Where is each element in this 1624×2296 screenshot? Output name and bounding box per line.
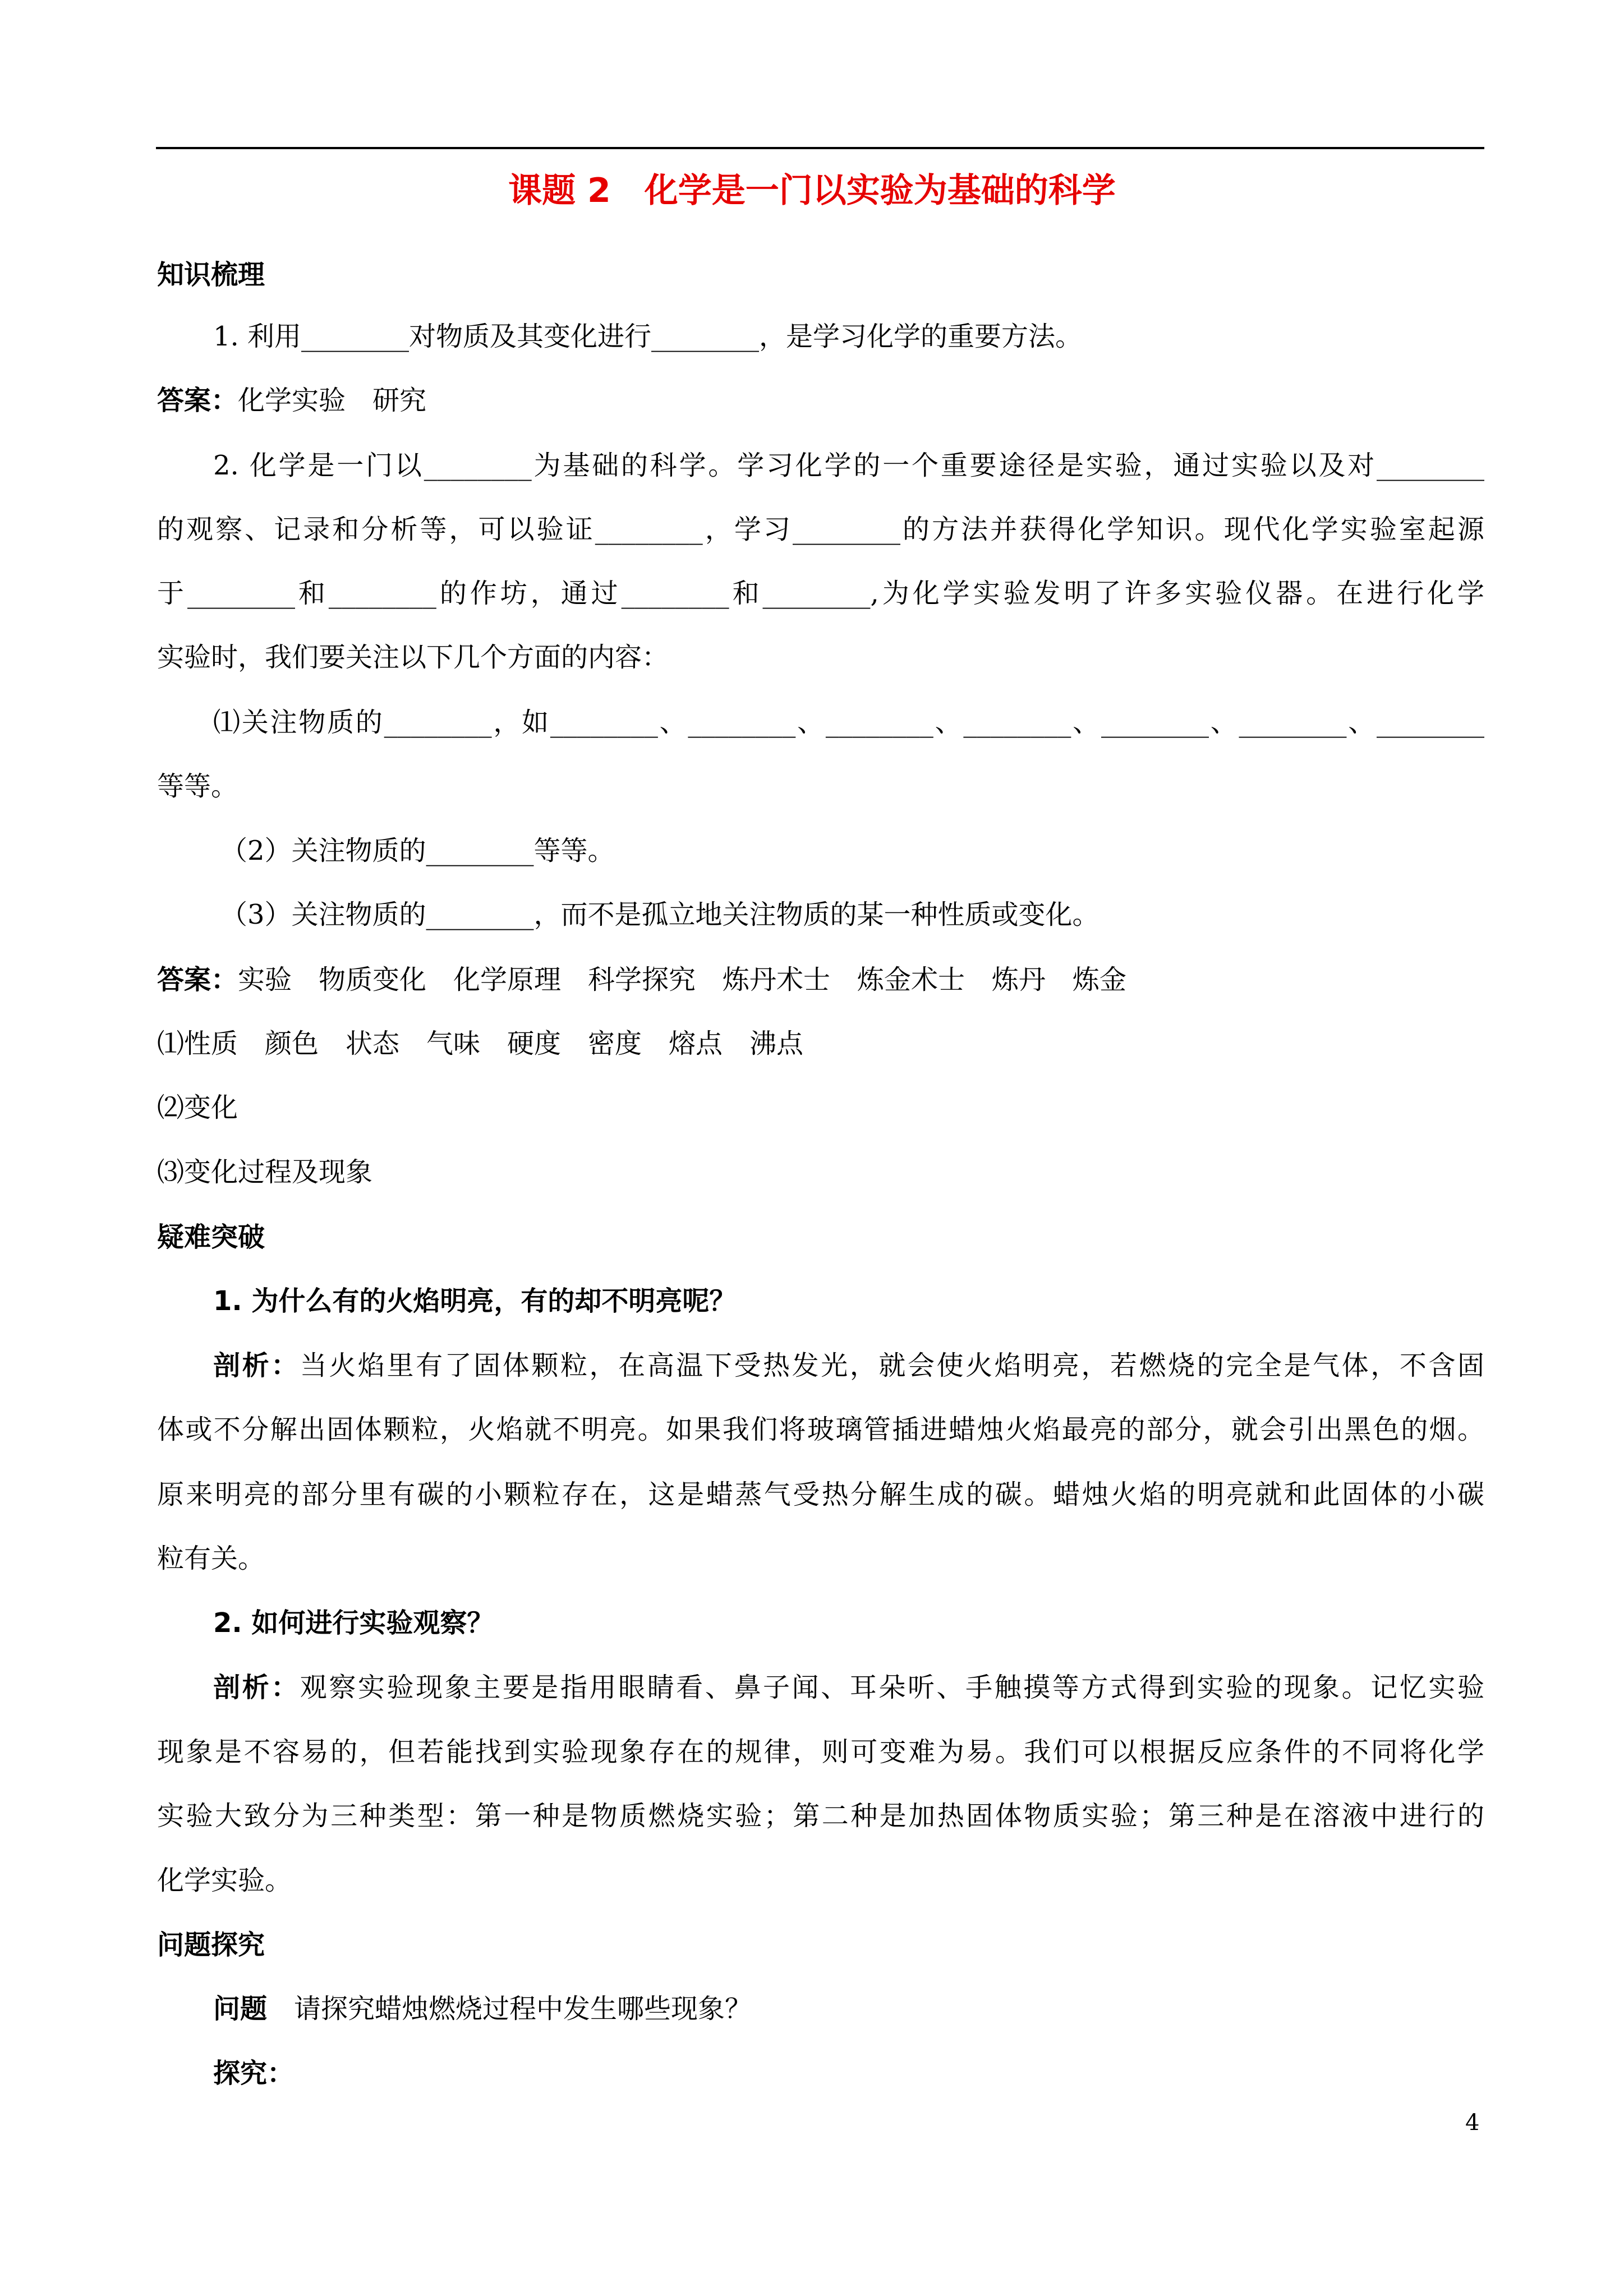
section-heading-difficulties: 疑难突破 [157, 1221, 265, 1253]
answer-1 [157, 382, 426, 418]
difficulty-question-1: 1. 为什么有的火焰明亮，有的却不明亮呢？ [213, 1285, 737, 1317]
analysis-1-line-3: 原来明亮的部分里有碳的小颗粒存在，这是蜡蒸气受热分解生成的碳。蜡烛火焰的明亮就和此固体的小碳 [157, 1479, 1484, 1510]
question-1: 1. 利用________对物质及其变化进行________，是学习化学的重要方法。 [213, 321, 1083, 352]
section-heading-inquiry: 问题探究 [157, 1929, 265, 1961]
answer-2-line-4: ⑶变化过程及现象 [157, 1156, 373, 1188]
analysis-2-line-3: 实验大致分为三种类型：第一种是物质燃烧实验；第二种是加热固体物质实验；第三种是在溶液中进行的 [157, 1800, 1484, 1832]
analysis-1-line-4: 粒有关。 [157, 1543, 265, 1574]
question-2-item-1-line-2: 等等。 [157, 771, 238, 802]
question-2-line-2: 的观察、记录和分析等，可以验证________，学习________的方法并获得化学知识。现代化学实验室起源 [157, 514, 1484, 545]
analysis-2-line-4: 化学实验。 [157, 1865, 292, 1896]
answer-label: 答案： [157, 385, 238, 416]
question-2-item-3: （3）关注物质的________，而不是孤立地关注物质的某一种性质或变化。 [220, 899, 1099, 930]
inquiry-question [213, 1991, 752, 2027]
page-number: 4 [1465, 2110, 1480, 2136]
explore-label: 探究： [213, 2058, 295, 2089]
question-2-line-4: 实验时，我们要关注以下几个方面的内容： [157, 642, 669, 673]
question-2-line-3: 于________和________的作坊，通过________和________,为化学实验发明了许多实验仪器。在进行化学 [157, 578, 1484, 609]
answer-2-line-3: ⑵变化 [157, 1092, 238, 1123]
answer-text: 化学实验 研究 [238, 385, 427, 416]
analysis-2-line-2: 现象是不容易的，但若能找到实验现象存在的规律，则可变难为易。我们可以根据反应条件的不同将化学 [157, 1736, 1484, 1768]
analysis-label: 剖析： [213, 1672, 300, 1703]
answer-label: 答案： [157, 964, 238, 995]
analysis-1-line-1 [213, 1348, 1484, 1384]
analysis-label: 剖析： [213, 1350, 300, 1381]
answer-2-line-2: ⑴性质 颜色 状态 气味 硬度 密度 熔点 沸点 [157, 1028, 804, 1059]
question-2-line-1: 2. 化学是一门以________为基础的科学。学习化学的一个重要途径是实验，通过实验以及对________ [213, 450, 1484, 481]
header-rule [156, 147, 1484, 149]
analysis-text: 当火焰里有了固体颗粒，在高温下受热发光，就会使火焰明亮，若燃烧的完全是气体，不含固 [300, 1350, 1484, 1381]
question-label: 问题 [213, 1993, 268, 2025]
question-2-item-1-line-1: ⑴关注物质的________，如________、________、________、________、________、________、________ [213, 707, 1484, 738]
page-title: 课题 2 化学是一门以实验为基础的科学 [508, 171, 1116, 210]
answer-text: 实验 物质变化 化学原理 科学探究 炼丹术士 炼金术士 炼丹 炼金 [238, 964, 1127, 995]
analysis-2-line-1 [213, 1670, 1484, 1705]
analysis-text: 观察实验现象主要是指用眼睛看、鼻子闻、耳朵听、手触摸等方式得到实验的现象。记忆实验 [300, 1672, 1484, 1703]
analysis-1-line-2: 体或不分解出固体颗粒，火焰就不明亮。如果我们将玻璃管插进蜡烛火焰最亮的部分，就会引出黑色的烟。 [157, 1414, 1484, 1445]
answer-2 [157, 962, 1126, 998]
question-2-item-2: （2）关注物质的________等等。 [220, 835, 615, 866]
section-heading-knowledge: 知识梳理 [157, 259, 265, 291]
question-text: 请探究蜡烛燃烧过程中发生哪些现象？ [267, 1993, 752, 2025]
difficulty-question-2: 2. 如何进行实验观察？ [213, 1607, 494, 1639]
